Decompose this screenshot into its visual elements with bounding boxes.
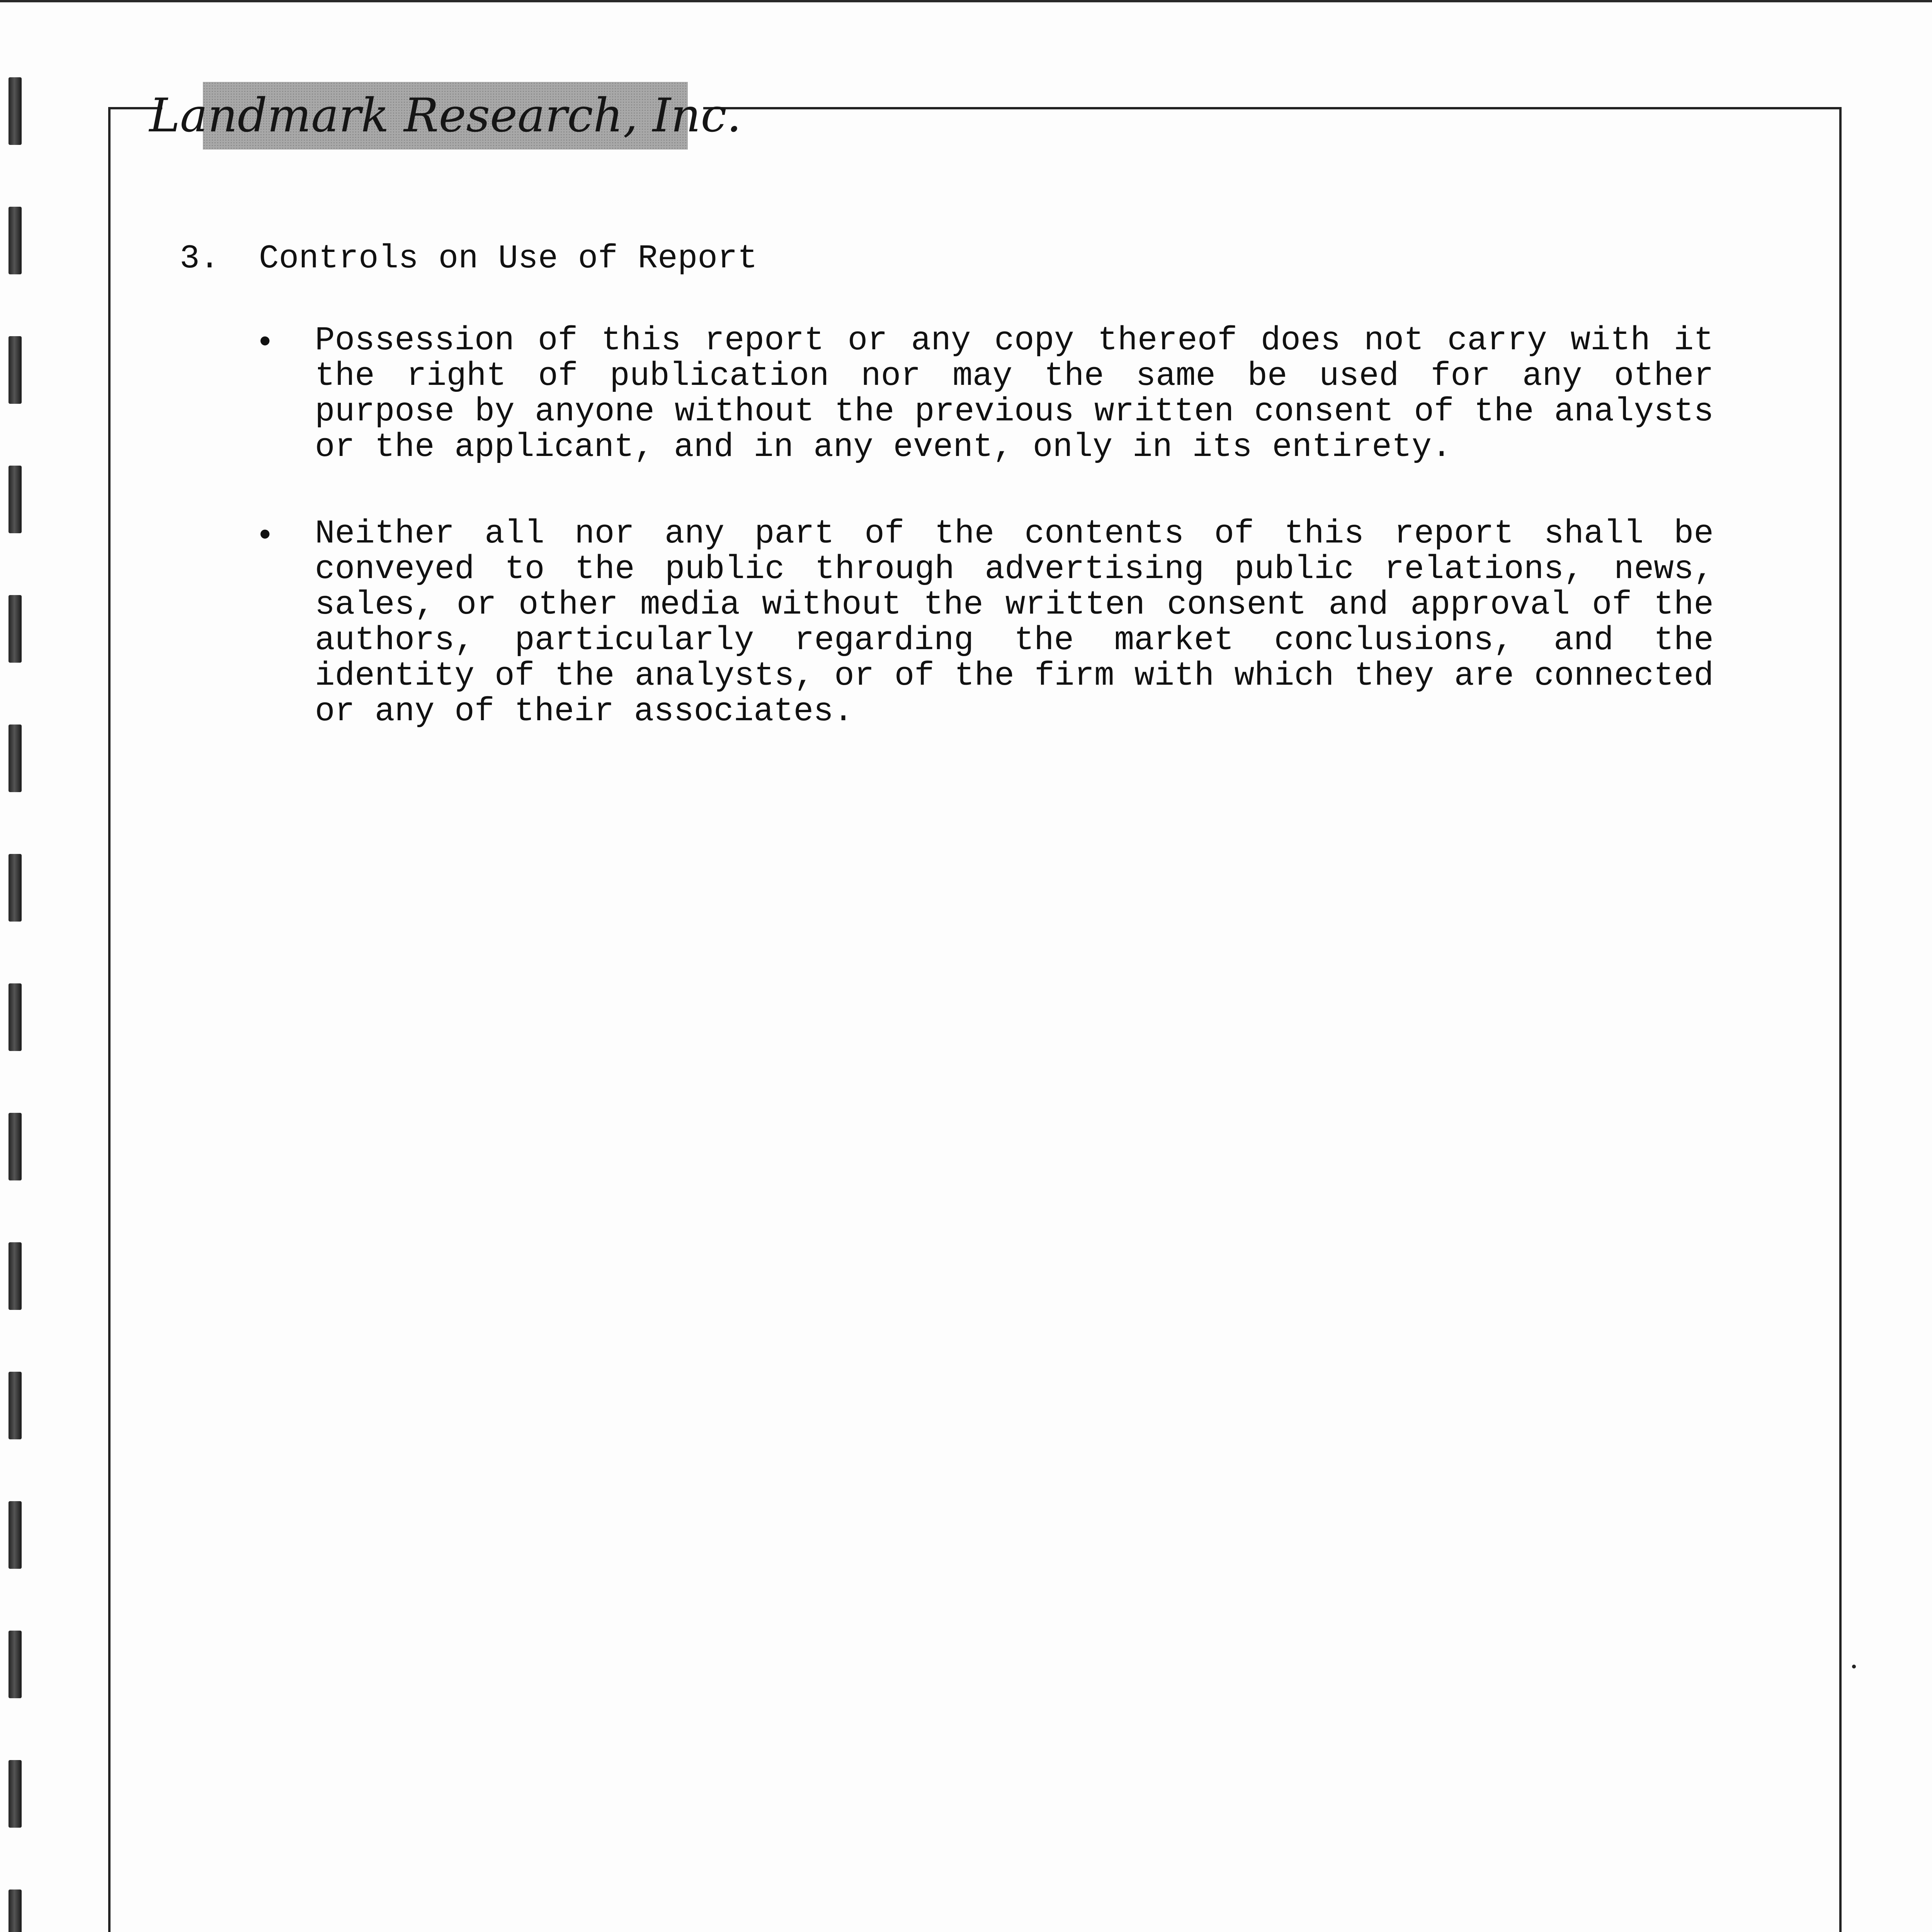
binding-hole: [9, 1760, 22, 1828]
binding-hole: [9, 1889, 22, 1932]
binding-hole: [9, 724, 22, 792]
section-heading: [180, 240, 757, 277]
binding-hole: [9, 336, 22, 404]
binding-hole: [9, 1242, 22, 1310]
binding-hole: [9, 1113, 22, 1180]
binding-hole: [9, 1501, 22, 1569]
bullet-marker: •: [255, 517, 275, 555]
binding-hole: [9, 1372, 22, 1439]
letterhead-company: Landmark Research, Inc.: [149, 89, 742, 143]
binding-hole: [9, 983, 22, 1051]
section-title: Controls on Use of Report: [259, 240, 758, 277]
binding-hole: [9, 207, 22, 274]
letterhead-logo: [149, 82, 742, 150]
scan-speck: [1852, 1665, 1856, 1668]
binding-holes: [9, 0, 24, 1932]
page-top-edge: [0, 0, 1932, 2]
binding-hole: [9, 77, 22, 145]
binding-hole: [9, 854, 22, 922]
section-number: 3.: [180, 240, 220, 277]
binding-hole: [9, 466, 22, 533]
binding-hole: [9, 1631, 22, 1698]
bullet-paragraph-2: Neither all nor any part of the contents of this report shall be conveyed to the public through advertising public relations, news, sales, or other media without the written consent and approval of the authors, particularly regarding the market conclusions, and the identity of the analysts, or of the firm with which they are connected or any of their associates.: [315, 515, 1714, 730]
binding-hole: [9, 595, 22, 663]
bullet-marker: •: [255, 324, 275, 362]
bullet-paragraph-1: Possession of this report or any copy thereof does not carry with it the right of publication nor may the same be used for any other purpose by anyone without the previous written consent of the analysts or the applicant, and in any event, only in its entirety.: [315, 321, 1714, 466]
